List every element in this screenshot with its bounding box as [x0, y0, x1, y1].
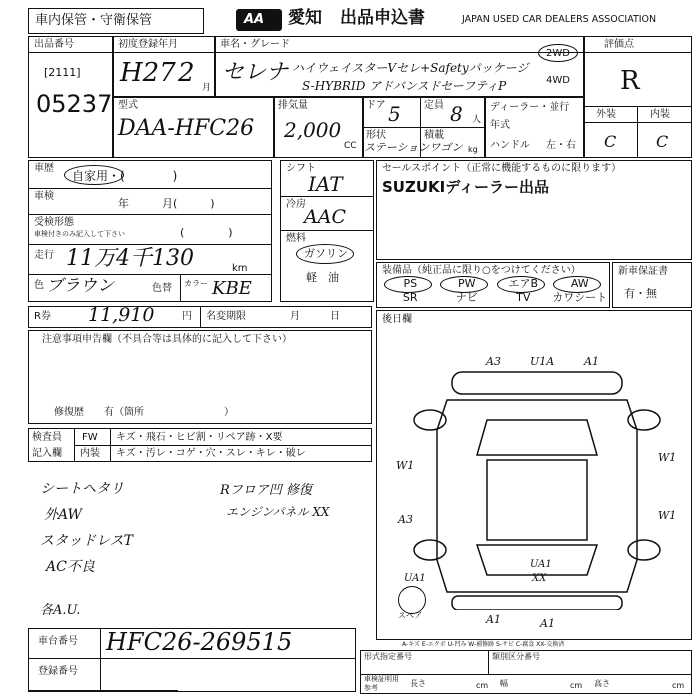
diagram-top-2: U1A: [530, 355, 555, 368]
diagram-top-3: A1: [584, 355, 599, 368]
diagram-top-1: A3: [486, 355, 501, 368]
ref-label: 参考: [364, 684, 378, 692]
history-value: 自家用・( ): [72, 169, 178, 183]
shift-label: シフト: [286, 163, 316, 174]
remark-left-2: 外AW: [44, 507, 82, 523]
storage-tag: [28, 8, 204, 34]
diagram-bottom-1: A1: [486, 613, 501, 626]
brand-name: 愛知: [288, 8, 322, 28]
storage-tag-text: 車内保管・守衛保管: [35, 13, 153, 28]
mileage-label: 走行: [34, 250, 54, 261]
inspect-label: 車検: [34, 191, 54, 202]
shift-value: IAT: [308, 172, 343, 196]
doors-value: 5: [388, 102, 401, 126]
recycle-label: R券: [34, 311, 51, 322]
category-number-label: 類別区分番号: [492, 652, 540, 661]
capacity-value: 8: [450, 102, 463, 126]
model-grade-line1: ハイウェイスターVセレ+Safetyパッケージ: [292, 61, 529, 75]
recycle-value: 11,910: [88, 304, 155, 326]
reg-era: H27: [120, 58, 176, 88]
displacement-value: 2,000: [284, 118, 342, 142]
name-change-label: 名変期限: [206, 311, 246, 322]
warranty-label: 新車保証書: [618, 266, 668, 277]
cooling-label: 冷房: [286, 199, 306, 210]
mileage-value: 11万4千130: [66, 246, 194, 271]
drive-4wd: 4WD: [546, 75, 570, 86]
cert-label: 車検証明用: [364, 675, 399, 683]
model-name-label: 車名・グレード: [220, 39, 290, 50]
form-number-label: 形式指定番号: [364, 652, 412, 661]
displacement-label: 排気量: [278, 100, 308, 111]
name-change-value: 月 日: [290, 311, 340, 322]
color-code: KBE: [212, 278, 252, 299]
checker-label-2: 記入欄: [32, 448, 62, 459]
model-grade-line2: S-HYBRID アドバンスドセーフティP: [302, 79, 507, 93]
remark-left-1: シートヘタリ: [40, 481, 124, 497]
remark-left-5: 各A.U.: [40, 603, 81, 618]
sales-block: [376, 160, 692, 260]
color-code-label: カラー: [184, 279, 208, 288]
receiving-label: 受検形態: [34, 217, 74, 228]
load-label: 積載: [424, 130, 444, 141]
equipment-grid: PS PW エアB AW SR ナビ TV カワシート: [402, 277, 608, 305]
warranty-value: 有・無: [624, 287, 657, 300]
model-year-label: 年式: [490, 120, 510, 131]
color-value: ブラウン: [46, 276, 114, 296]
dealer-label: ディーラー・並行: [490, 102, 570, 113]
remark-left-3: スタッドレスT: [40, 533, 133, 549]
shape-value: ステーションワゴン: [364, 141, 463, 154]
type-label: 型式: [118, 100, 138, 111]
shape-label: 形状: [366, 130, 386, 141]
diagram-left-1: W1: [396, 459, 415, 472]
capacity-label: 定員: [424, 100, 444, 111]
model-name: セレナ: [222, 60, 289, 85]
aa-logo: AA: [236, 9, 282, 31]
diagram-center-2: XX: [532, 573, 547, 584]
lot-code: [2111]: [44, 66, 81, 79]
color-change-label: 色替: [152, 283, 172, 294]
form-subtitle: JAPAN USED CAR DEALERS ASSOCIATION: [462, 14, 657, 25]
repair-history: 修復歴 有（箇所 ）: [54, 407, 234, 418]
diagram-right-1: W1: [658, 451, 677, 464]
interior-value: C: [656, 132, 669, 151]
remark-right-2: エンジンパネル XX: [226, 505, 330, 519]
remark-right-1: Rフロア凹 修復: [220, 483, 312, 498]
history-label: 車歴: [34, 163, 54, 174]
lot-number: 05237: [36, 90, 113, 118]
spare-tire: [398, 586, 426, 614]
diagram-center-1: UA1: [530, 559, 552, 570]
reg-month: 2: [178, 58, 195, 88]
form-title: 出品申込書: [340, 8, 425, 28]
fuel-alt: 軽 油: [306, 271, 339, 284]
drive-2wd: 2WD: [546, 48, 570, 59]
checker-label: 検査員: [32, 432, 62, 443]
diagram-left-3: UA1: [404, 573, 426, 584]
handle-lr: 左・右: [546, 140, 576, 151]
score-value: R: [620, 66, 640, 96]
exterior-value: C: [604, 132, 617, 151]
sales-value: SUZUKIディーラー出品: [382, 178, 550, 196]
score-label: 評価点: [604, 39, 634, 50]
diagram-bottom-2: A1: [540, 617, 555, 630]
after-label: 後日欄: [382, 314, 412, 325]
doors-label: ドア: [366, 100, 386, 111]
damage-legend: A-キズ E-エクボ U-凹み W-補修跡 S-サビ C-腐食 XX-交換済: [402, 641, 565, 648]
fuel-value: ガソリン: [304, 247, 348, 260]
diagram-right-2: W1: [658, 509, 677, 522]
color-label: 色: [34, 280, 44, 291]
equipment-label: 装備品（純正品に限り○をつけてください）: [382, 265, 581, 276]
sales-label: セールスポイント（正常に機能するものに限ります）: [382, 163, 622, 174]
spare-label: スペア: [398, 611, 422, 620]
exterior-label: 外装: [596, 109, 616, 120]
inspect-value: 年 月( ): [118, 197, 215, 210]
interior-label: 内装: [650, 109, 670, 120]
type-value: DAA-HFC26: [118, 116, 255, 141]
chassis-number: HFC26-269515: [106, 628, 293, 656]
cooling-value: AAC: [304, 206, 346, 228]
reg-label: 初度登録年月: [118, 39, 178, 50]
registration-label: 登録番号: [38, 666, 78, 677]
remark-left-4: AC不良: [46, 559, 95, 575]
notes-label: 注意事項申告欄（不具合等は具体的に記入して下さい）: [42, 334, 292, 345]
receiving-note: 車検付きのみ記入して下さい: [34, 230, 125, 238]
lot-label: 出品番号: [34, 39, 74, 50]
fuel-label: 燃料: [286, 233, 306, 244]
interior-items: キズ・汚レ・コゲ・穴・スレ・キレ・破レ: [116, 448, 306, 459]
diagram-left-2: A3: [398, 513, 413, 526]
handle-label: ハンドル: [490, 140, 530, 151]
fw-items: キズ・飛石・ヒビ割・リペア跡・X要: [116, 432, 283, 443]
chassis-label: 車台番号: [38, 636, 78, 647]
